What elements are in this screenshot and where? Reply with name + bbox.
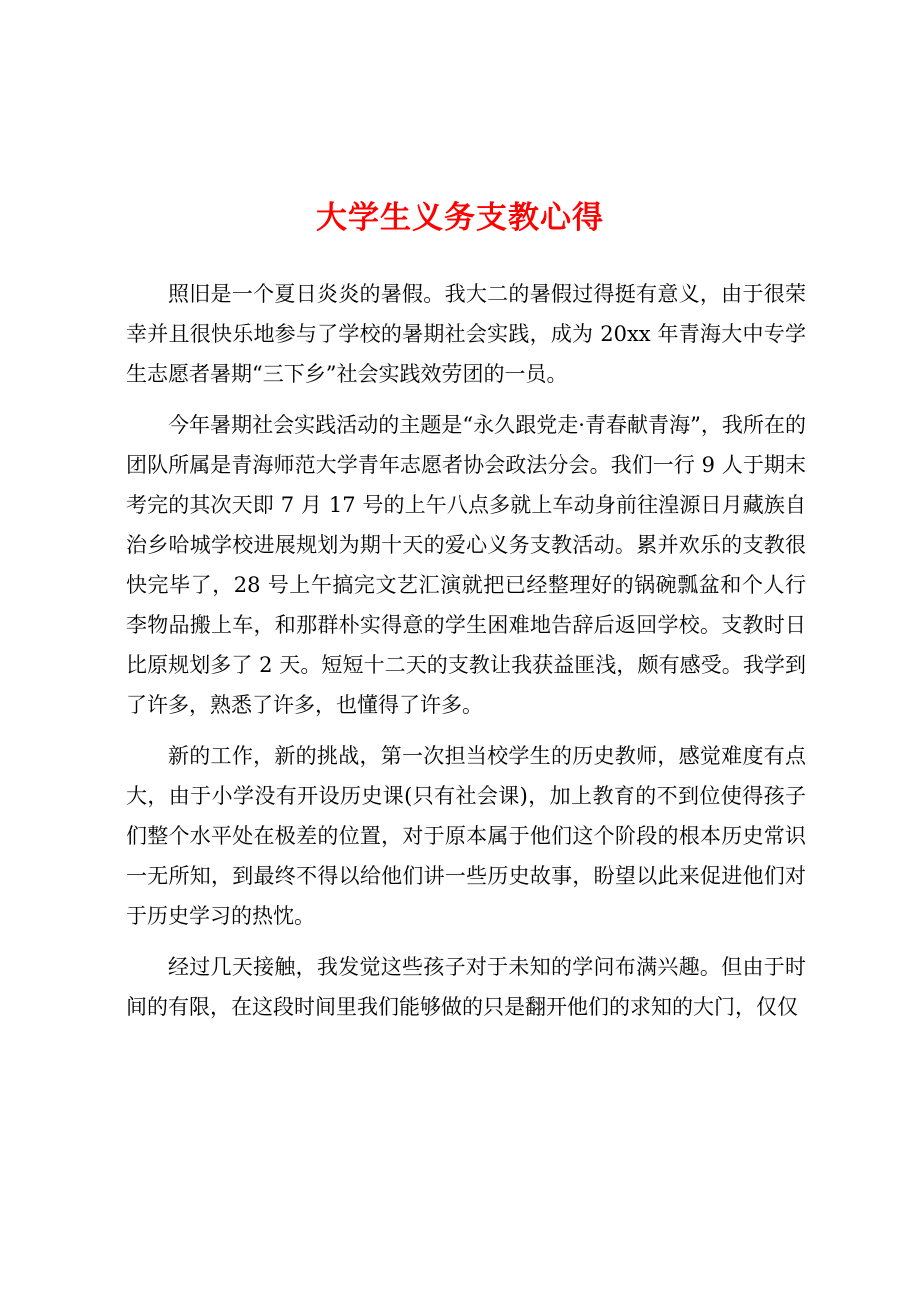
paragraph-1: 照旧是一个夏日炎炎的暑假。我大二的暑假过得挺有意义，由于很荣幸并且很快乐地参与了学校的暑期社会实践，成为 20xx 年青海大中专学生志愿者暑期“三下乡”社会实践效劳团的一员。 [126, 282, 806, 386]
paragraph-3: 新的工作，新的挑战，第一次担当校学生的历史教师，感觉难度有点大，由于小学没有开设历史课(只有社会课)，加上教育的不到位使得孩子们整个水平处在极差的位置，对于原本属于他们这个阶段的根本历史常识一无所知，到最终不得以给他们讲一些历史故事，盼望以此来促进他们对于历史学习的热忱。 [126, 744, 806, 928]
paragraph-4: 经过几天接触，我发觉这些孩子对于未知的学问布满兴趣。但由于时间的有限，在这段时间里我们能够做的只是翻开他们的求知的大门，仅仅 [126, 955, 806, 1019]
document-body [126, 274, 806, 1038]
document-title: 大学生义务支教心得 [316, 200, 604, 236]
paragraph-2: 今年暑期社会实践活动的主题是“永久跟党走·青春献青海”，我所在的团队所属是青海师范大学青年志愿者协会政法分会。我们一行 9 人于期末考完的其次天即 7 月 17 号的上午八点多就上车动身前往湟源日月藏族自治乡哈城学校进展规划为期十天的爱心义务支教活动。累并欢乐的支教很快完毕了，28 号上午搞完文艺汇演就把已经整理好的锅碗瓢盆和个人行李物品搬上车，和那群朴实得意的学生困难地告辞后返回学校。支教时日比原规划多了 2 天。短短十二天的支教让我获益匪浅，颇有感受。我学到了许多，熟悉了许多，也懂得了许多。 [126, 413, 806, 717]
